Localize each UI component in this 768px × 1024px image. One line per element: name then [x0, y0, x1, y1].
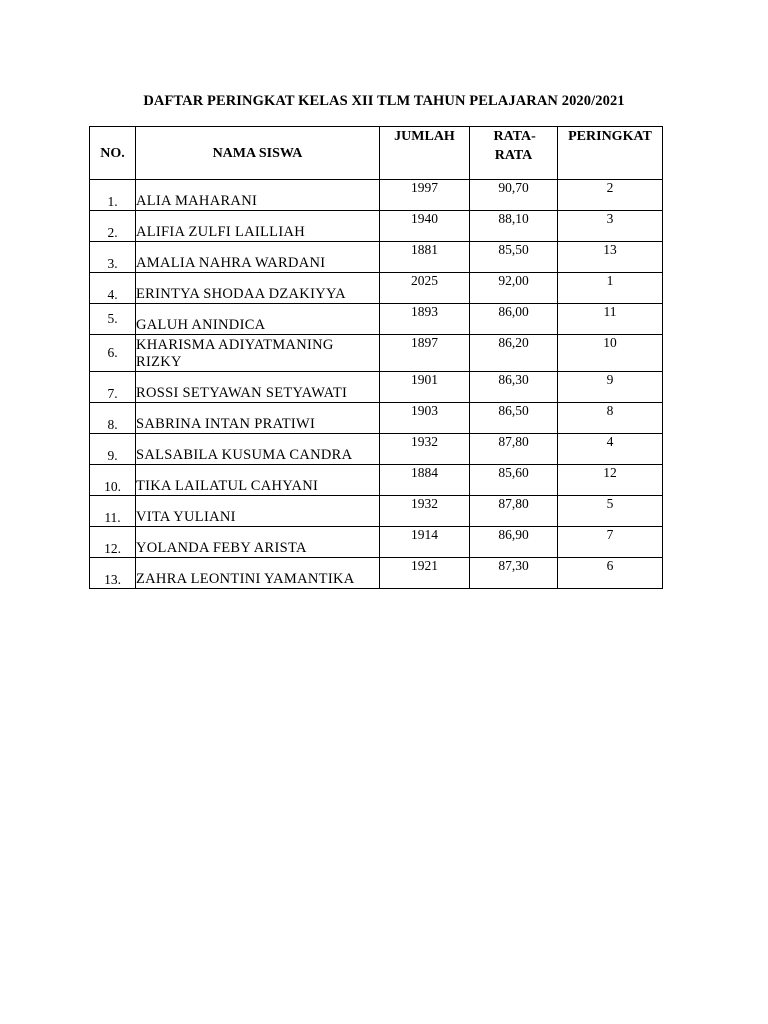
cell-no: 2. — [90, 211, 136, 242]
cell-rata-rata: 87,30 — [470, 558, 558, 589]
header-peringkat: PERINGKAT — [558, 127, 663, 180]
header-no: NO. — [90, 127, 136, 180]
cell-jumlah: 1884 — [380, 465, 470, 496]
cell-jumlah: 1903 — [380, 403, 470, 434]
cell-nama-siswa: ERINTYA SHODAA DZAKIYYA — [136, 273, 380, 304]
cell-rata-rata: 92,00 — [470, 273, 558, 304]
cell-rata-rata: 85,50 — [470, 242, 558, 273]
cell-rata-rata: 85,60 — [470, 465, 558, 496]
table-row — [90, 242, 663, 273]
header-rata-rata-label: RATA-RATA — [493, 129, 536, 163]
table-row — [90, 465, 663, 496]
header-nama-siswa: NAMA SISWA — [136, 127, 380, 180]
cell-no: 11. — [90, 496, 136, 527]
cell-nama-siswa: KHARISMA ADIYATMANING RIZKY — [136, 335, 380, 372]
cell-jumlah: 2025 — [380, 273, 470, 304]
table-row — [90, 211, 663, 242]
ranking-table — [89, 126, 663, 589]
cell-jumlah: 1940 — [380, 211, 470, 242]
table-row — [90, 304, 663, 335]
cell-peringkat: 6 — [558, 558, 663, 589]
cell-nama-siswa: AMALIA NAHRA WARDANI — [136, 242, 380, 273]
table-row — [90, 335, 663, 372]
cell-nama-siswa: GALUH ANINDICA — [136, 304, 380, 335]
cell-nama-siswa: SALSABILA KUSUMA CANDRA — [136, 434, 380, 465]
cell-peringkat: 5 — [558, 496, 663, 527]
cell-rata-rata: 86,50 — [470, 403, 558, 434]
cell-rata-rata: 88,10 — [470, 211, 558, 242]
cell-no: 3. — [90, 242, 136, 273]
cell-peringkat: 11 — [558, 304, 663, 335]
cell-jumlah: 1914 — [380, 527, 470, 558]
cell-no: 5. — [90, 304, 136, 335]
cell-no: 7. — [90, 372, 136, 403]
cell-peringkat: 3 — [558, 211, 663, 242]
cell-jumlah: 1881 — [380, 242, 470, 273]
cell-peringkat: 9 — [558, 372, 663, 403]
table-row — [90, 434, 663, 465]
cell-rata-rata: 87,80 — [470, 434, 558, 465]
table-row — [90, 527, 663, 558]
cell-no: 12. — [90, 527, 136, 558]
cell-rata-rata: 86,30 — [470, 372, 558, 403]
header-rata-rata — [470, 127, 558, 180]
cell-nama-siswa: VITA YULIANI — [136, 496, 380, 527]
cell-no: 13. — [90, 558, 136, 589]
cell-jumlah: 1901 — [380, 372, 470, 403]
cell-rata-rata: 86,00 — [470, 304, 558, 335]
cell-rata-rata: 86,90 — [470, 527, 558, 558]
cell-peringkat: 12 — [558, 465, 663, 496]
cell-nama-siswa: YOLANDA FEBY ARISTA — [136, 527, 380, 558]
header-jumlah: JUMLAH — [380, 127, 470, 180]
cell-peringkat: 2 — [558, 180, 663, 211]
cell-no: 4. — [90, 273, 136, 304]
cell-nama-siswa: ALIFIA ZULFI LAILLIAH — [136, 211, 380, 242]
table-row — [90, 180, 663, 211]
cell-peringkat: 4 — [558, 434, 663, 465]
table-row — [90, 558, 663, 589]
cell-jumlah: 1932 — [380, 496, 470, 527]
cell-jumlah: 1932 — [380, 434, 470, 465]
cell-rata-rata: 87,80 — [470, 496, 558, 527]
cell-no: 9. — [90, 434, 136, 465]
cell-no: 1. — [90, 180, 136, 211]
table-row — [90, 273, 663, 304]
table-row — [90, 496, 663, 527]
cell-nama-siswa: ROSSI SETYAWAN SETYAWATI — [136, 372, 380, 403]
cell-jumlah: 1893 — [380, 304, 470, 335]
cell-peringkat: 10 — [558, 335, 663, 372]
cell-no: 8. — [90, 403, 136, 434]
table-header-row — [90, 127, 663, 180]
cell-no: 6. — [90, 335, 136, 372]
table-row — [90, 403, 663, 434]
cell-peringkat: 8 — [558, 403, 663, 434]
cell-rata-rata: 86,20 — [470, 335, 558, 372]
cell-jumlah: 1997 — [380, 180, 470, 211]
cell-nama-siswa: TIKA LAILATUL CAHYANI — [136, 465, 380, 496]
cell-jumlah: 1897 — [380, 335, 470, 372]
cell-peringkat: 1 — [558, 273, 663, 304]
cell-nama-siswa: ALIA MAHARANI — [136, 180, 380, 211]
cell-peringkat: 7 — [558, 527, 663, 558]
cell-no: 10. — [90, 465, 136, 496]
cell-nama-siswa: SABRINA INTAN PRATIWI — [136, 403, 380, 434]
cell-rata-rata: 90,70 — [470, 180, 558, 211]
cell-peringkat: 13 — [558, 242, 663, 273]
cell-jumlah: 1921 — [380, 558, 470, 589]
cell-nama-siswa: ZAHRA LEONTINI YAMANTIKA — [136, 558, 380, 589]
table-row — [90, 372, 663, 403]
page-title: DAFTAR PERINGKAT KELAS XII TLM TAHUN PELAJARAN 2020/2021 — [143, 93, 625, 109]
